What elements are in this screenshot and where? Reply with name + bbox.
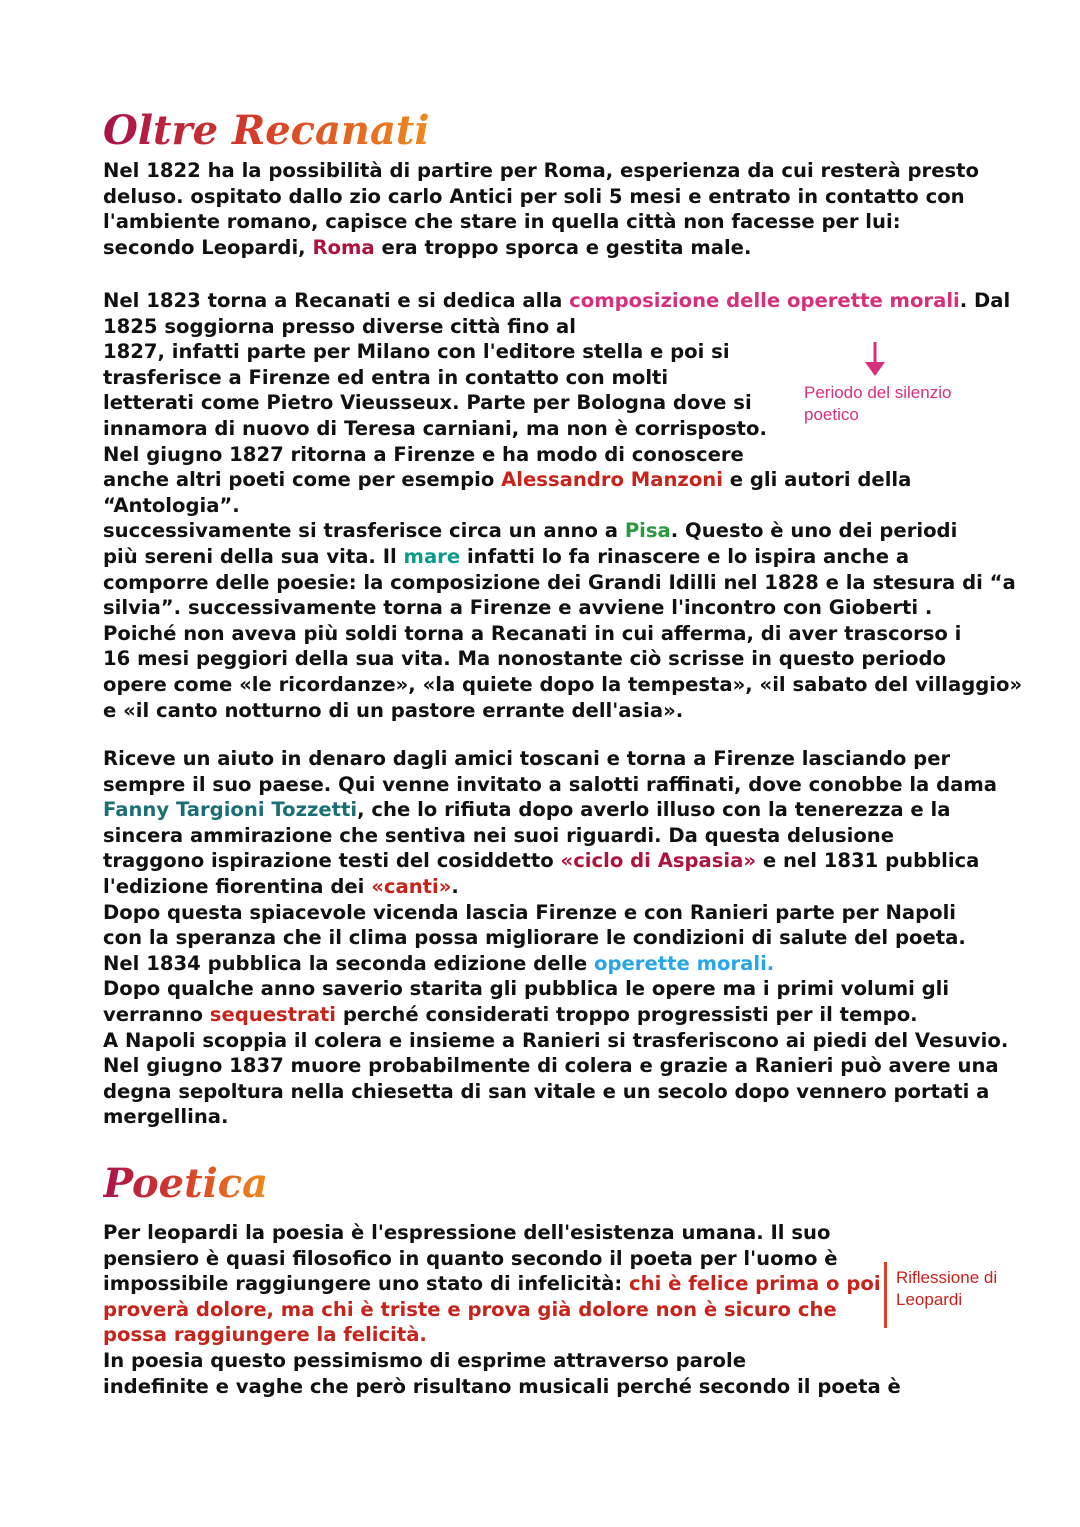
side-note-divider [884,1262,887,1328]
text-segment: Riceve un aiuto in denaro dagli amici toscani e torna a Firenze lasciando per [103,747,951,770]
text-line [103,874,983,900]
text-segment: l'ambiente romano, capisce che stare in quella città non facesse per lui: [103,210,901,234]
text-segment: silvia”. successivamente torna a Firenze e avviene l'incontro con Gioberti . [103,596,933,620]
text-line [103,442,983,468]
highlighted-text: chi è felice prima o poi [629,1272,881,1296]
text-segment: Dopo qualche anno saverio starita gli pubblica le opere ma i primi volumi gli [103,977,950,1001]
paragraph-napoli [103,746,1009,1130]
text-segment: Poiché non aveva più soldi torna a Recanati in cui afferma, di aver trascorso i [103,621,962,645]
text-line [103,925,983,951]
text-line [103,493,983,519]
text-line [103,1348,983,1374]
text-segment: letterati come Pietro Vieusseux. Parte per Bologna dove si [103,391,752,415]
text-segment: verranno [103,1002,210,1026]
text-line [103,1104,983,1130]
text-line [103,1297,983,1323]
text-segment: , che lo rifiuta dopo averlo illuso con la tenerezza e la [357,798,951,822]
arrow-down-icon [861,340,889,378]
text-segment: “Antologia”. [103,493,240,517]
text-line [103,158,983,184]
text-line [103,1053,999,1079]
text-segment: 1825 soggiorna presso diverse città fino al [103,314,576,338]
text-line [103,1246,983,1272]
text-line [103,621,983,647]
text-segment: Nel giugno 1837 muore probabilmente di colera e grazie a Ranieri può avere una [103,1054,999,1078]
highlighted-text: «canti» [371,874,452,898]
text-segment: impossibile raggiungere uno stato di infelicità: [103,1272,629,1296]
text-segment: innamora di nuovo di Teresa carniani, ma non è corrisposto. [103,416,767,440]
section-title-poetica: Poetica [103,1160,269,1207]
text-line [103,518,983,544]
highlighted-text: Pisa [624,519,671,543]
text-segment: Dopo questa spiacevole vicenda lascia Firenze e con Ranieri parte per Napoli [103,900,957,924]
text-line [103,900,983,926]
text-line [103,235,983,261]
text-segment: e gli autori della [722,468,912,492]
text-segment: pensiero è quasi filosofico in quanto secondo il poeta per l'uomo è [103,1246,838,1270]
text-segment: successivamente si trasferisce circa un anno a [103,519,625,543]
text-line [103,1220,983,1246]
text-segment: Nel 1823 torna a Recanati e si dedica alla [103,289,570,312]
paragraph-recanati-firenze [103,288,1023,723]
highlighted-text: possa raggiungere la felicità. [103,1323,427,1347]
highlighted-text: Roma [312,235,375,259]
text-segment: secondo Leopardi, [103,235,313,259]
text-line [103,976,983,1002]
paragraph-roma [103,158,983,260]
text-line [103,672,1023,698]
text-segment: perché considerati troppo progressisti per il tempo. [336,1002,918,1026]
text-segment: l'edizione fiorentina dei [103,874,372,898]
text-line [103,698,983,724]
text-segment: A Napoli scoppia il colera e insieme a Ranieri si trasferiscono ai piedi del Vesuvio. [103,1028,1009,1052]
text-line [103,467,983,493]
text-line [103,797,983,823]
text-line [103,848,983,874]
text-line [103,595,983,621]
highlighted-text: operette morali. [594,951,775,975]
highlighted-text: sequestrati [209,1002,337,1026]
text-line [103,288,1011,314]
text-segment: . Questo è uno dei periodi [670,519,958,543]
text-segment: opere come «le ricordanze», «la quiete dopo la tempesta», «il sabato del villaggio» [103,672,1023,696]
text-line [103,746,983,772]
text-segment: 16 mesi peggiori della sua vita. Ma nonostante ciò scrisse in questo periodo [103,647,946,671]
text-line [103,314,983,340]
highlighted-text: composizione delle operette morali [569,289,960,312]
text-line [103,339,983,365]
text-line [103,1271,983,1297]
highlighted-text: mare [403,544,461,568]
highlighted-text: Fanny Targioni Tozzetti [103,798,358,822]
highlighted-text: proverà dolore, ma chi è triste e prova già dolore non è sicuro che [103,1297,837,1321]
text-segment: comporre delle poesie: la composizione dei Grandi Idilli nel 1828 e la stesura di “a [103,570,1016,594]
text-segment: In poesia questo pessimismo di esprime attraverso parole [103,1348,747,1372]
text-line [103,209,983,235]
text-line [103,544,983,570]
text-segment: mergellina. [103,1105,229,1129]
text-segment: degna sepoltura nella chiesetta di san vitale e un secolo dopo vennero portati a [103,1079,990,1103]
section-title-oltre-recanati: Oltre Recanati [103,107,430,154]
text-segment: con la speranza che il clima possa migliorare le condizioni di salute del poeta. [103,926,966,950]
text-segment: Nel 1822 ha la possibilità di partire per Roma, esperienza da cui resterà presto [103,159,979,182]
text-segment: e nel 1831 pubblica [756,849,980,873]
text-segment: . [451,874,459,898]
text-segment: Per leopardi la poesia è l'espressione dell'esistenza umana. Il suo [103,1221,831,1244]
text-segment: era troppo sporca e gestita male. [374,235,752,259]
text-segment: . Dal [959,289,1011,312]
text-segment: deluso. ospitato dallo zio carlo Antici per soli 5 mesi e entrato in contatto con [103,184,965,208]
text-segment: Nel giugno 1827 ritorna a Firenze e ha modo di conoscere [103,442,744,466]
side-note-riflessione: Riflessione di Leopardi [896,1268,998,1309]
highlighted-text: Alessandro Manzoni [501,468,723,492]
text-line [103,570,1016,596]
text-segment: anche altri poeti come per esempio [103,468,502,492]
text-line [103,646,983,672]
highlighted-text: «ciclo di Aspasia» [560,849,757,873]
text-line [103,1028,1009,1054]
text-segment: sincera ammirazione che sentiva nei suoi riguardi. Da questa delusione [103,823,895,847]
text-line [103,184,983,210]
text-segment: Nel 1834 pubblica la seconda edizione delle [103,951,595,975]
text-line [103,1079,990,1105]
text-segment: sempre il suo paese. Qui venne invitato a salotti raffinati, dove conobbe la dama [103,772,997,796]
text-segment: infatti lo fa rinascere e lo ispira anche a [460,544,910,568]
text-line [103,823,983,849]
text-segment: più sereni della sua vita. Il [103,544,404,568]
text-segment: 1827, infatti parte per Milano con l'editore stella e poi si [103,340,730,364]
text-segment: traggono ispirazione testi del cosiddetto [103,849,561,873]
text-line [103,951,983,977]
text-segment: trasferisce a Firenze ed entra in contatto con molti [103,365,669,389]
text-line [103,1322,983,1348]
text-line [103,772,997,798]
text-segment: indefinite e vaghe che però risultano musicali perché secondo il poeta è [103,1374,901,1398]
paragraph-poetica [103,1220,983,1399]
text-segment: e «il canto notturno di un pastore errante dell'asia». [103,698,684,722]
side-note-silenzio-poetico: Periodo del silenzio poetico [804,383,952,424]
text-line [103,1374,983,1400]
text-line [103,1002,983,1028]
